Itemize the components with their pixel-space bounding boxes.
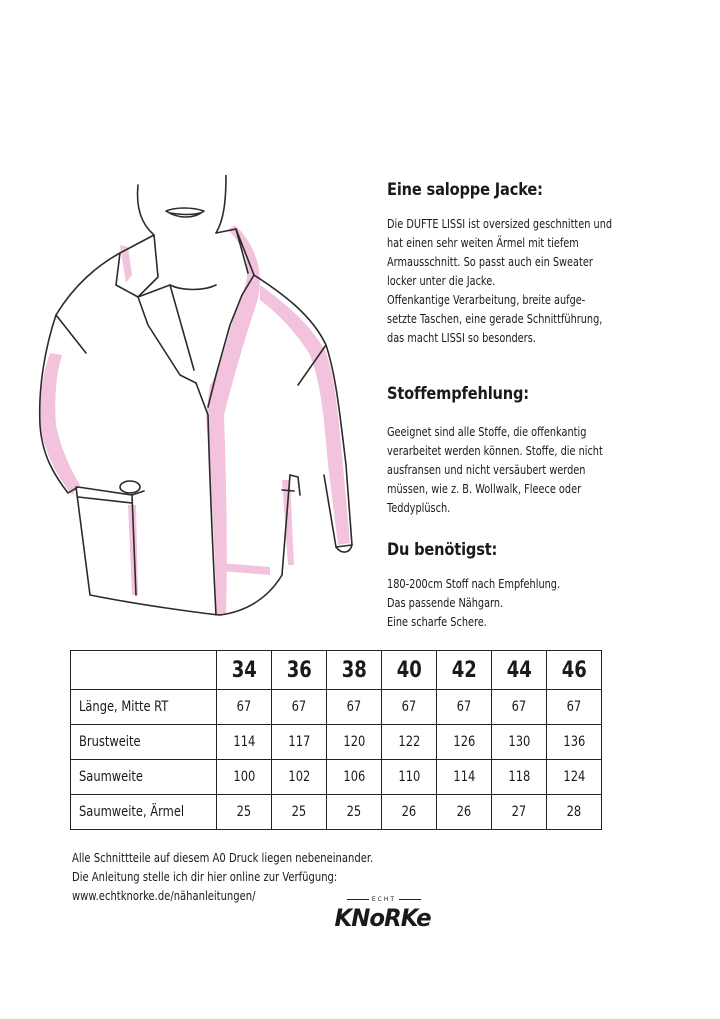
table-cell: 114 <box>217 725 272 760</box>
table-row <box>71 690 602 725</box>
size-header-cell: 44 <box>492 651 547 690</box>
size-table <box>70 650 602 830</box>
intro-line: locker unter die Jacke. <box>387 273 496 288</box>
table-cell: 67 <box>272 690 327 725</box>
table-cell: 118 <box>492 760 547 795</box>
table-cell: 100 <box>217 760 272 795</box>
table-cell: 26 <box>382 795 437 830</box>
size-header-cell: 46 <box>547 651 602 690</box>
size-header-cell: 42 <box>437 651 492 690</box>
row-label: Brustweite <box>71 725 217 760</box>
table-cell: 25 <box>327 795 382 830</box>
table-cell: 136 <box>547 725 602 760</box>
intro-line: hat einen sehr weiten Ärmel mit tiefem <box>387 235 579 250</box>
table-cell: 26 <box>437 795 492 830</box>
table-row <box>71 795 602 830</box>
table-cell: 27 <box>492 795 547 830</box>
table-cell: 67 <box>547 690 602 725</box>
needs-section <box>387 540 687 631</box>
needs-line: Eine scharfe Schere. <box>387 614 487 629</box>
brand-logo <box>328 896 440 946</box>
intro-line: setzte Taschen, eine gerade Schnittführung, <box>387 311 603 326</box>
table-row <box>71 725 602 760</box>
intro-paragraph <box>387 214 652 347</box>
table-row <box>71 760 602 795</box>
row-label: Länge, Mitte RT <box>71 690 217 725</box>
table-cell: 67 <box>382 690 437 725</box>
table-cell: 122 <box>382 725 437 760</box>
table-cell: 124 <box>547 760 602 795</box>
fabric-line: müssen, wie z. B. Wollwalk, Fleece oder <box>387 481 582 496</box>
size-header-cell: 34 <box>217 651 272 690</box>
intro-line: Armausschnitt. So passt auch ein Sweater <box>387 254 593 269</box>
table-cell: 67 <box>217 690 272 725</box>
size-header-cell: 40 <box>382 651 437 690</box>
footer-line: Die Anleitung stelle ich dir hier online zur Verfügung: <box>72 869 338 884</box>
intro-line: das macht LISSI so besonders. <box>387 330 536 345</box>
size-header-empty <box>71 651 217 690</box>
row-label: Saumweite, Ärmel <box>71 795 217 830</box>
table-cell: 25 <box>272 795 327 830</box>
table-cell: 120 <box>327 725 382 760</box>
intro-line: Offenkantige Verarbeitung, breite aufge- <box>387 292 586 307</box>
table-cell: 114 <box>437 760 492 795</box>
fabric-line: verarbeitet werden können. Stoffe, die nicht <box>387 443 603 458</box>
table-cell: 130 <box>492 725 547 760</box>
table-cell: 106 <box>327 760 382 795</box>
logo-small-text: ECHT <box>328 896 440 903</box>
logo-wordmark: KNoRKe <box>334 904 431 932</box>
size-header-cell: 38 <box>327 651 382 690</box>
fabric-section <box>387 384 687 517</box>
table-cell: 110 <box>382 760 437 795</box>
table-cell: 67 <box>437 690 492 725</box>
table-cell: 67 <box>492 690 547 725</box>
intro-line: Die DUFTE LISSI ist oversized geschnitten und <box>387 216 613 231</box>
fabric-line: ausfransen und nicht versäubert werden <box>387 462 586 477</box>
table-cell: 117 <box>272 725 327 760</box>
footer-line: Alle Schnittteile auf diesem A0 Druck liegen nebeneinander. <box>72 850 374 865</box>
intro-section <box>387 180 687 347</box>
needs-paragraph <box>387 574 652 631</box>
fabric-line: Teddyplüsch. <box>387 500 451 515</box>
needs-heading: Du benötigst: <box>387 540 498 560</box>
fabric-paragraph <box>387 422 652 517</box>
table-cell: 67 <box>327 690 382 725</box>
table-cell: 25 <box>217 795 272 830</box>
jacket-illustration <box>20 175 380 645</box>
table-cell: 126 <box>437 725 492 760</box>
needs-line: Das passende Nähgarn. <box>387 595 504 610</box>
fabric-heading: Stoffempfehlung: <box>387 384 529 404</box>
footer-link[interactable]: www.echtknorke.de/nähanleitungen/ <box>72 888 256 903</box>
row-label: Saumweite <box>71 760 217 795</box>
fabric-line: Geeignet sind alle Stoffe, die offenkantig <box>387 424 587 439</box>
needs-line: 180-200cm Stoff nach Empfehlung. <box>387 576 561 591</box>
size-header-row <box>71 651 602 690</box>
size-header-cell: 36 <box>272 651 327 690</box>
table-cell: 102 <box>272 760 327 795</box>
intro-heading: Eine saloppe Jacke: <box>387 180 543 200</box>
table-cell: 28 <box>547 795 602 830</box>
